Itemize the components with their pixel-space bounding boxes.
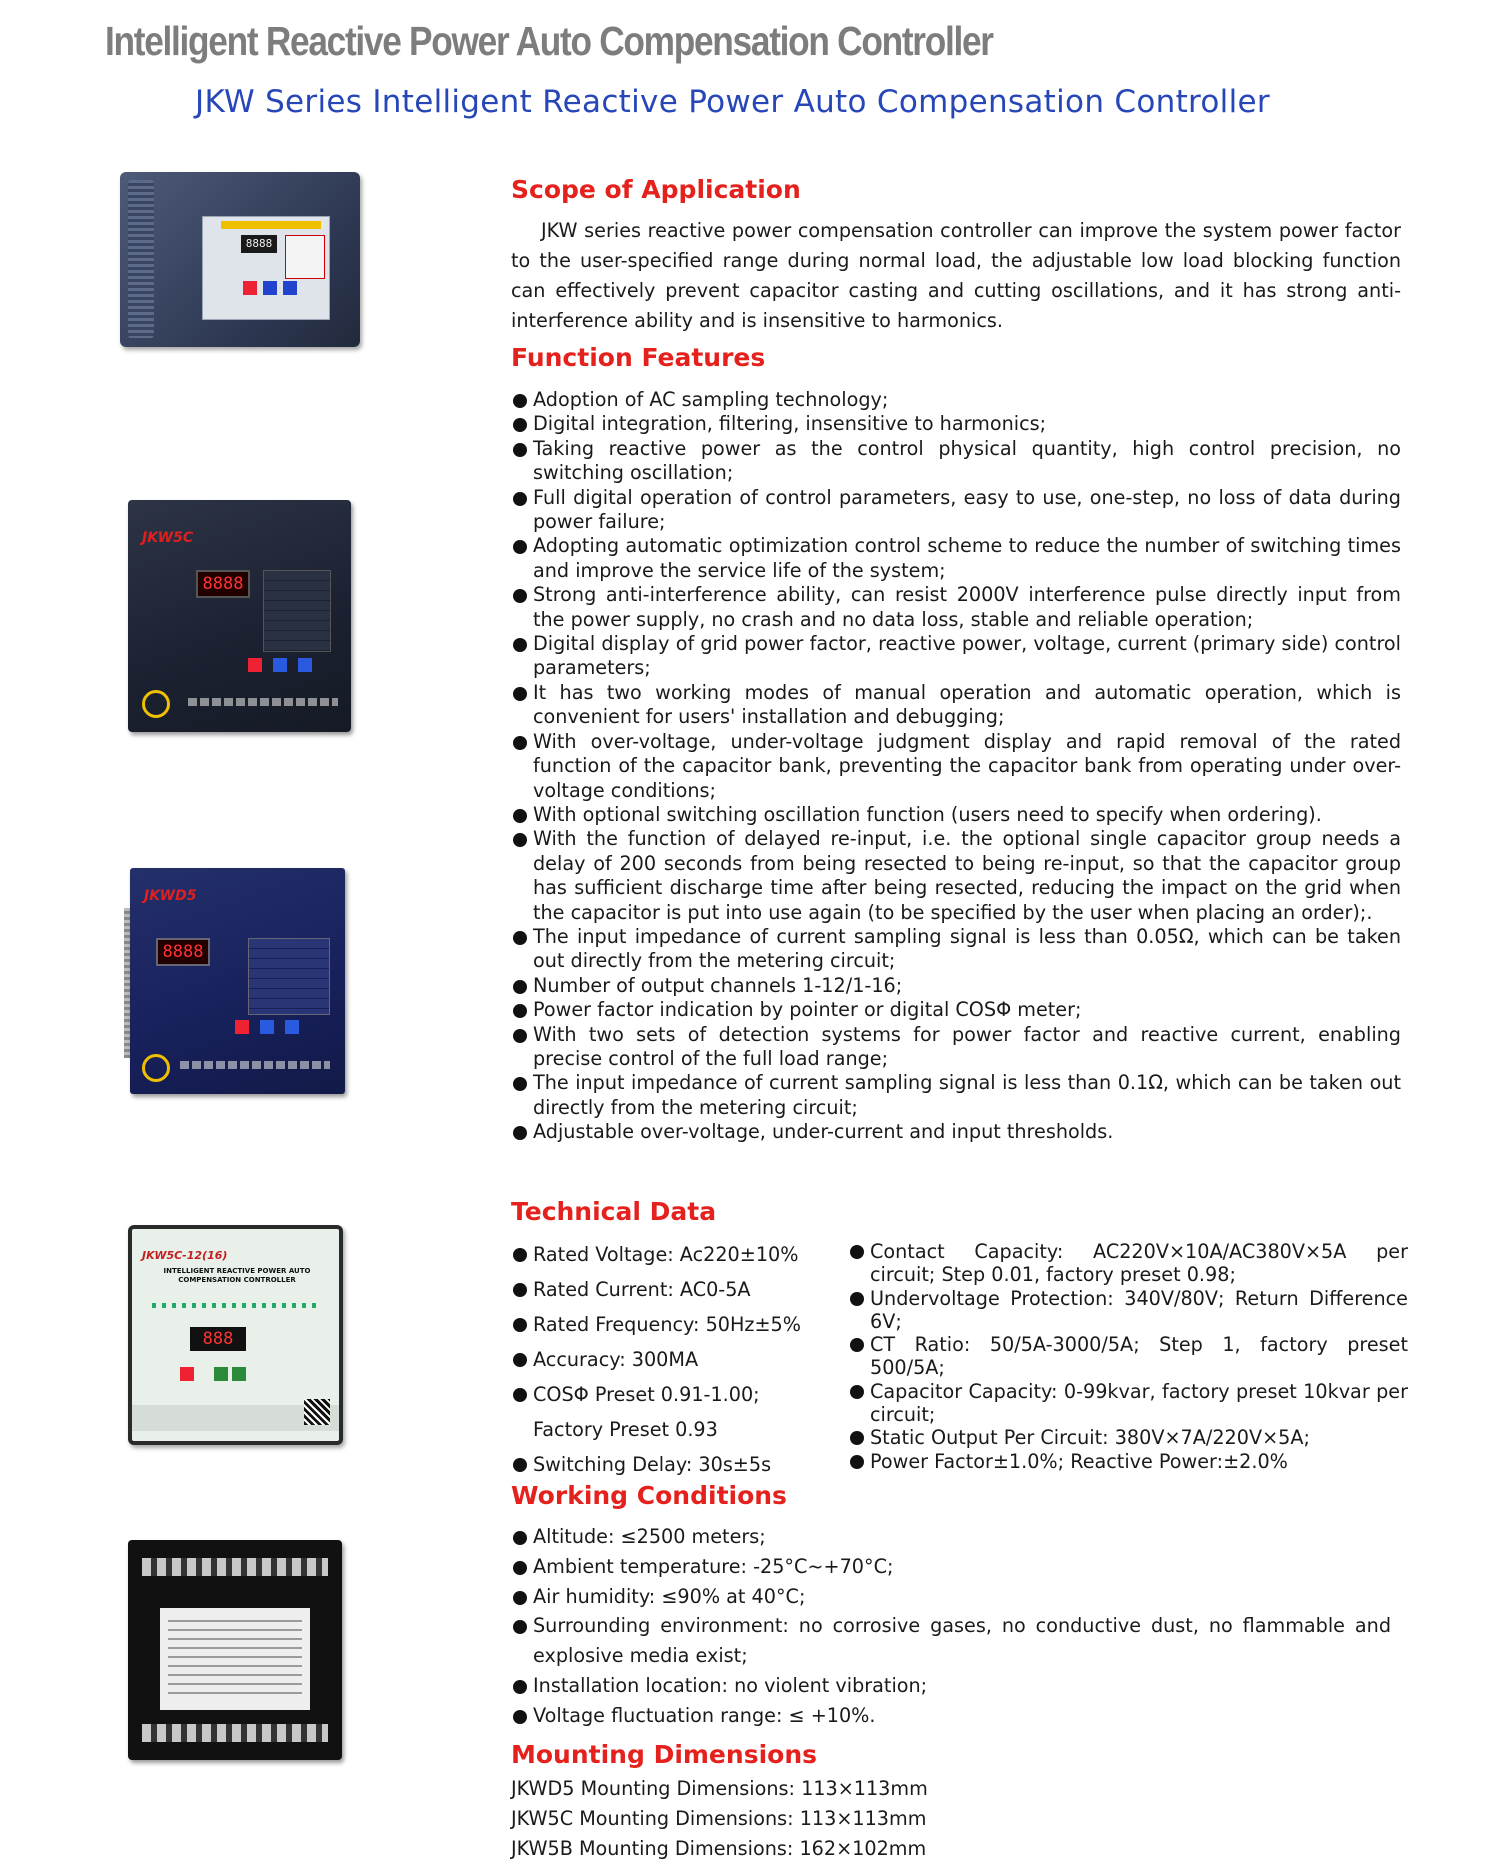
mounting-line: JKWD5 Mounting Dimensions: 113×113mm [511, 1777, 928, 1800]
list-item: Voltage fluctuation range: ≤ +10%. [511, 1701, 1391, 1731]
list-item: Air humidity: ≤90% at 40°C; [511, 1582, 1391, 1612]
list-item: COSΦ Preset 0.91-1.00; [511, 1377, 831, 1412]
product-image-rear-terminals [128, 1540, 342, 1760]
list-item: Power Factor±1.0%; Reactive Power:±2.0% [848, 1450, 1408, 1473]
product-label: INTELLIGENT REACTIVE POWER AUTO COMPENSATION CONTROLLER [163, 1267, 311, 1284]
scope-heading: Scope of Application [511, 175, 801, 204]
bullet-icon [513, 1283, 527, 1297]
list-item: Digital display of grid power factor, reactive power, voltage, current (primary side) control parameters; [511, 632, 1401, 681]
list-item: With optional switching oscillation function (users need to specify when ordering). [511, 803, 1401, 827]
bullet-icon [850, 1385, 864, 1399]
list-item: Full digital operation of control parameters, easy to use, one-step, no loss of data during power failure; [511, 486, 1401, 535]
list-item-continuation: Factory Preset 0.93 [533, 1418, 718, 1441]
list-item: Strong anti-interference ability, can resist 2000V interference pulse directly input from the power supply, no crash and no data loss, stable and reliable operation; [511, 583, 1401, 632]
list-item: Rated Voltage: Ac220±10% [511, 1237, 831, 1272]
list-item: Contact Capacity: AC220V×10A/AC380V×5A per circuit; Step 0.01, factory preset 0.98; [848, 1240, 1408, 1287]
bullet-icon [513, 418, 527, 432]
brand-logo-icon [142, 1054, 170, 1082]
bullet-icon [513, 443, 527, 457]
list-item: Undervoltage Protection: 340V/80V; Return Difference 6V; [848, 1287, 1408, 1334]
product-brand: JKWD5 [144, 888, 197, 904]
bullet-icon [513, 1004, 527, 1018]
product-display: 8888 [156, 938, 210, 966]
bullet-icon [513, 1248, 527, 1262]
product-display: 8888 [196, 570, 250, 598]
page-title: Intelligent Reactive Power Auto Compensation Controller [105, 18, 993, 64]
bullet-icon [850, 1245, 864, 1259]
bullet-icon [513, 1591, 527, 1605]
bullet-icon [513, 1680, 527, 1694]
list-item: Digital integration, filtering, insensitive to harmonics; [511, 412, 1401, 436]
bullet-icon [513, 638, 527, 652]
list-item: Taking reactive power as the control physical quantity, high control precision, no switching oscillation; [511, 437, 1401, 486]
bullet-icon [513, 1353, 527, 1367]
product-image-jkwd5 [130, 868, 345, 1094]
features-heading: Function Features [511, 343, 766, 372]
list-item: Adoption of AC sampling technology; [511, 388, 1401, 412]
scope-text: JKW series reactive power compensation controller can improve the system power factor to the user-specified range during normal load, the adjustable low load blocking function can effectively prevent capacitor casting and cutting oscillations, and it has strong anti-interference ability and is insensitive to harmonics. [511, 219, 1401, 332]
list-item: Ambient temperature: -25°C~+70°C; [511, 1552, 1391, 1582]
bullet-icon [513, 833, 527, 847]
bullet-icon [513, 492, 527, 506]
bullet-icon [850, 1292, 864, 1306]
product-image-jkw-panel [120, 172, 360, 347]
list-item: Altitude: ≤2500 meters; [511, 1522, 1391, 1552]
bullet-icon [513, 1710, 527, 1724]
mounting-heading: Mounting Dimensions [511, 1740, 817, 1769]
list-item: Adopting automatic optimization control scheme to reduce the number of switching times and improve the service life of the system; [511, 534, 1401, 583]
list-item: The input impedance of current sampling signal is less than 0.05Ω, which can be taken out directly from the metering circuit; [511, 925, 1401, 974]
product-brand: JKW5C [142, 530, 194, 546]
list-item: With over-voltage, under-voltage judgment display and rapid removal of the rated function of the capacitor bank, preventing the capacitor bank from operating under over-voltage conditions; [511, 730, 1401, 803]
list-item: With the function of delayed re-input, i.e. the optional single capacitor group needs a delay of 200 seconds from being resected to being re-input, so that the capacitor group has sufficient discharge time after being resected, reducing the impact on the grid when the capacitor is put into use again (to be specified by the user when placing an order);. [511, 827, 1401, 925]
list-item: Surrounding environment: no corrosive gases, no conductive dust, no flammable and explosive media exist; [511, 1611, 1391, 1671]
product-image-jkw5c [128, 500, 351, 732]
list-item: Number of output channels 1-12/1-16; [511, 974, 1401, 998]
technical-list-left [511, 1237, 831, 1482]
qr-code-icon [304, 1399, 330, 1425]
bullet-icon [513, 1561, 527, 1575]
list-item: Power factor indication by pointer or digital COSΦ meter; [511, 998, 1401, 1022]
list-item: Switching Delay: 30s±5s [511, 1447, 831, 1482]
brand-logo-icon [142, 690, 170, 718]
technical-list-right [848, 1240, 1408, 1473]
bullet-icon [850, 1431, 864, 1445]
list-item: Adjustable over-voltage, under-current and input thresholds. [511, 1120, 1401, 1144]
bullet-icon [513, 687, 527, 701]
list-item: It has two working modes of manual operation and automatic operation, which is convenient for users' installation and debugging; [511, 681, 1401, 730]
product-display: 8888 [241, 235, 277, 253]
bullet-icon [513, 931, 527, 945]
technical-heading: Technical Data [511, 1197, 717, 1226]
features-list [511, 388, 1401, 1145]
bullet-icon [513, 540, 527, 554]
working-heading: Working Conditions [511, 1481, 787, 1510]
bullet-icon [513, 1029, 527, 1043]
list-item: Rated Frequency: 50Hz±5% [511, 1307, 831, 1342]
product-display: 888 [190, 1327, 246, 1351]
bullet-icon [850, 1338, 864, 1352]
list-item: With two sets of detection systems for power factor and reactive current, enabling precise control of the full load range; [511, 1023, 1401, 1072]
list-item: The input impedance of current sampling signal is less than 0.1Ω, which can be taken out directly from the metering circuit; [511, 1071, 1401, 1120]
working-list [511, 1522, 1391, 1731]
mounting-line: JKW5C Mounting Dimensions: 113×113mm [511, 1807, 927, 1830]
list-item: CT Ratio: 50/5A-3000/5A; Step 1, factory preset 500/5A; [848, 1333, 1408, 1380]
bullet-icon [513, 1531, 527, 1545]
bullet-icon [513, 980, 527, 994]
bullet-icon [513, 1077, 527, 1091]
bullet-icon [513, 1620, 527, 1634]
bullet-icon [513, 809, 527, 823]
bullet-icon [513, 394, 527, 408]
list-item: Static Output Per Circuit: 380V×7A/220V×5A; [848, 1426, 1408, 1449]
product-image-jkw5c-12 [128, 1225, 343, 1445]
bullet-icon [513, 1458, 527, 1472]
bullet-icon [513, 1318, 527, 1332]
bullet-icon [513, 1388, 527, 1402]
bullet-icon [513, 1126, 527, 1140]
bullet-icon [513, 736, 527, 750]
product-brand: JKW5C-12(16) [142, 1249, 228, 1262]
list-item: Accuracy: 300MA [511, 1342, 831, 1377]
page-subtitle: JKW Series Intelligent Reactive Power Auto Compensation Controller [195, 84, 1270, 120]
list-item: Capacitor Capacity: 0-99kvar, factory preset 10kvar per circuit; [848, 1380, 1408, 1427]
bullet-icon [850, 1455, 864, 1469]
mounting-line: JKW5B Mounting Dimensions: 162×102mm [511, 1837, 927, 1860]
bullet-icon [513, 589, 527, 603]
list-item: Installation location: no violent vibration; [511, 1671, 1391, 1701]
list-item: Rated Current: AC0-5A [511, 1272, 831, 1307]
